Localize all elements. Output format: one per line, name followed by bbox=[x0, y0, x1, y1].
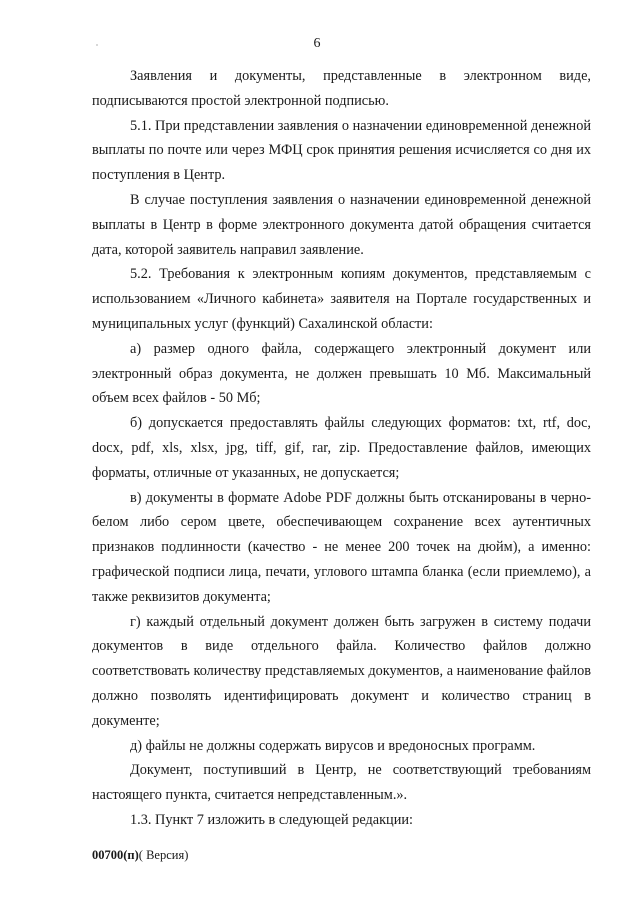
paragraph-8: г) каждый отдельный документ должен быть загружен в систему подачи документов в виде отдельного файла. Количество файлов должно соответствовать количеству представляемых документов, а наименование файлов должно позволять идентифицировать документ и количество страниц в документе; bbox=[92, 613, 591, 729]
footer-code: 00700(п) bbox=[92, 848, 139, 862]
paragraph-11: 1.3. Пункт 7 изложить в следующей редакции: bbox=[130, 811, 413, 828]
body-text bbox=[92, 64, 591, 833]
paragraph-6: б) допускается предоставлять файлы следующих форматов: txt, rtf, doc, docx, pdf, xls, xlsx, jpg, tiff, gif, rar, zip. Предоставление файлов, имеющих форматы, отличные от указанных, не допускается; bbox=[92, 415, 591, 481]
paragraph-1: Заявления и документы, представленные в электронном виде, подписываются простой электронной подписью. bbox=[92, 68, 591, 109]
paragraph-4: 5.2. Требования к электронным копиям документов, представляемым с использованием «Личного кабинета» заявителя на Портале государственных и муниципальных услуг (функций) Сахалинской области: bbox=[92, 266, 591, 332]
paragraph-7: в) документы в формате Adobe PDF должны быть отсканированы в черно-белом либо сером цвете, обеспечивающем сохранение всех аутентичных признаков подлинности (качество - не менее 200 точек на дюйм), а именно: графической подписи лица, печати, углового штампа бланка (если приемлемо), а также реквизитов документа; bbox=[92, 489, 591, 605]
paragraph-10: Документ, поступивший в Центр, не соответствующий требованиям настоящего пункта, считается непредставленным.». bbox=[92, 762, 591, 804]
page-number: 6 bbox=[313, 36, 321, 51]
paragraph-2: 5.1. При представлении заявления о назначении единовременной денежной выплаты по почте или через МФЦ срок принятия решения исчисляется со дня их поступления в Центр. bbox=[92, 117, 591, 184]
footer bbox=[92, 848, 188, 863]
paragraph-9: д) файлы не должны содержать вирусов и вредоносных программ. bbox=[130, 737, 536, 754]
paragraph-5: а) размер одного файла, содержащего электронный документ или электронный образ документа, не должен превышать 10 Мб. Максимальный объем всех файлов - 50 Мб; bbox=[92, 340, 591, 407]
footer-label: ( Версия) bbox=[138, 848, 189, 862]
paragraph-3: В случае поступления заявления о назначении единовременной денежной выплаты в Центр в форме электронного документа датой обращения считается дата, которой заявитель направил заявление. bbox=[92, 191, 591, 258]
